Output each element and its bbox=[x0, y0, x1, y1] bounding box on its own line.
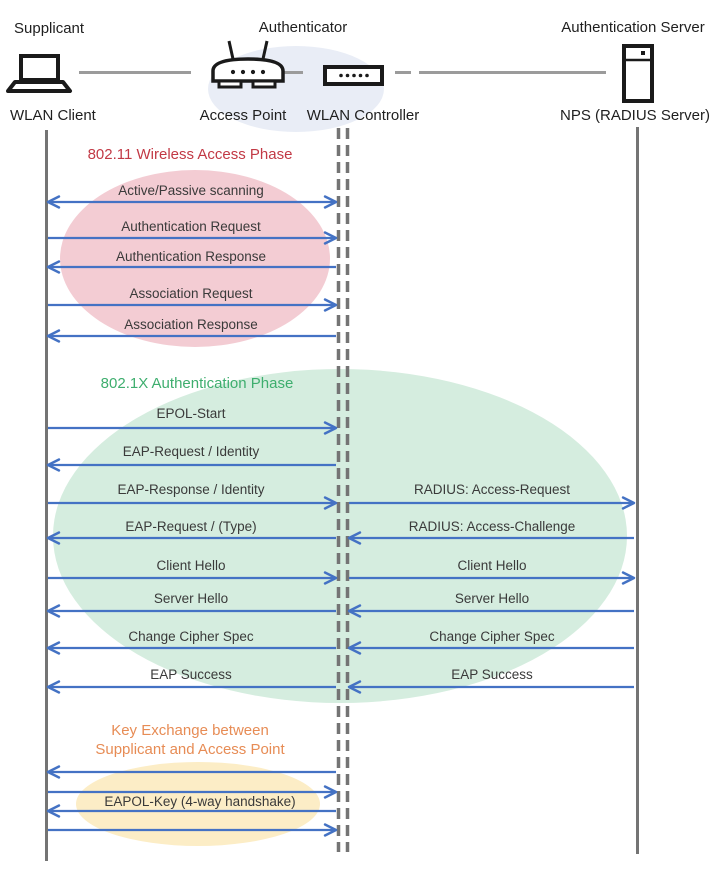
message-arrow-right bbox=[48, 573, 336, 584]
message-label: Authentication Request bbox=[121, 219, 261, 234]
message-label: Change Cipher Spec bbox=[128, 629, 254, 644]
device-label-wlan-controller: WLAN Controller bbox=[306, 107, 420, 124]
phase1-title: 802.11 Wireless Access Phase bbox=[87, 146, 293, 163]
device-label-access-point: Access Point bbox=[199, 107, 287, 124]
laptop-icon bbox=[8, 56, 70, 91]
message-label: EAP Success bbox=[150, 667, 232, 682]
message-arrow-right bbox=[48, 423, 336, 434]
message-label: EAP-Request / (Type) bbox=[125, 519, 257, 534]
message-arrow-left bbox=[48, 331, 336, 342]
message-arrow-both bbox=[48, 197, 336, 208]
access-point-icon bbox=[213, 41, 283, 87]
role-authentication-server: Authentication Server bbox=[561, 19, 705, 36]
message-arrow-left bbox=[48, 460, 336, 471]
message-label: EPOL-Start bbox=[156, 406, 226, 421]
wlan-controller-icon bbox=[325, 67, 382, 84]
message-label: Client Hello bbox=[156, 558, 226, 573]
message-label: Association Request bbox=[129, 286, 253, 301]
message-arrow-right bbox=[349, 498, 634, 509]
message-arrow-right bbox=[48, 233, 336, 244]
message-label: RADIUS: Access-Request bbox=[413, 482, 571, 497]
message-arrow-left bbox=[48, 606, 336, 617]
message-arrow-left bbox=[349, 533, 634, 544]
message-label: Server Hello bbox=[454, 591, 530, 606]
message-label: EAP-Response / Identity bbox=[117, 482, 265, 497]
message-arrow-right bbox=[349, 573, 634, 584]
phase2-title: 802.1X Authentication Phase bbox=[100, 375, 294, 392]
message-arrow-left bbox=[48, 643, 336, 654]
role-authenticator: Authenticator bbox=[258, 19, 348, 36]
message-arrow-right bbox=[48, 825, 336, 836]
message-arrow-left bbox=[349, 643, 634, 654]
message-arrow-right bbox=[48, 498, 336, 509]
message-arrow-left bbox=[48, 533, 336, 544]
server-icon bbox=[624, 46, 652, 101]
message-label: Server Hello bbox=[153, 591, 229, 606]
role-supplicant: Supplicant bbox=[14, 20, 85, 37]
device-label-nps: NPS (RADIUS Server) bbox=[559, 107, 711, 124]
message-label: EAPOL-Key (4-way handshake) bbox=[104, 794, 296, 809]
message-arrow-left bbox=[48, 682, 336, 693]
phase3-title-line1: Key Exchange between bbox=[111, 722, 269, 739]
message-label: Active/Passive scanning bbox=[118, 183, 264, 198]
device-label-wlan-client: WLAN Client bbox=[10, 107, 96, 124]
message-arrow-left bbox=[349, 606, 634, 617]
message-label: EAP Success bbox=[451, 667, 533, 682]
message-label: RADIUS: Access-Challenge bbox=[408, 519, 576, 534]
message-arrow-left bbox=[48, 767, 336, 778]
message-arrow-right bbox=[48, 300, 336, 311]
message-label: Association Response bbox=[124, 317, 258, 332]
message-label: Change Cipher Spec bbox=[429, 629, 555, 644]
message-label: Authentication Response bbox=[115, 249, 267, 264]
phase3-title-line2: Supplicant and Access Point bbox=[95, 741, 285, 758]
message-label: Client Hello bbox=[457, 558, 527, 573]
message-label: EAP-Request / Identity bbox=[122, 444, 260, 459]
message-arrow-left bbox=[349, 682, 634, 693]
